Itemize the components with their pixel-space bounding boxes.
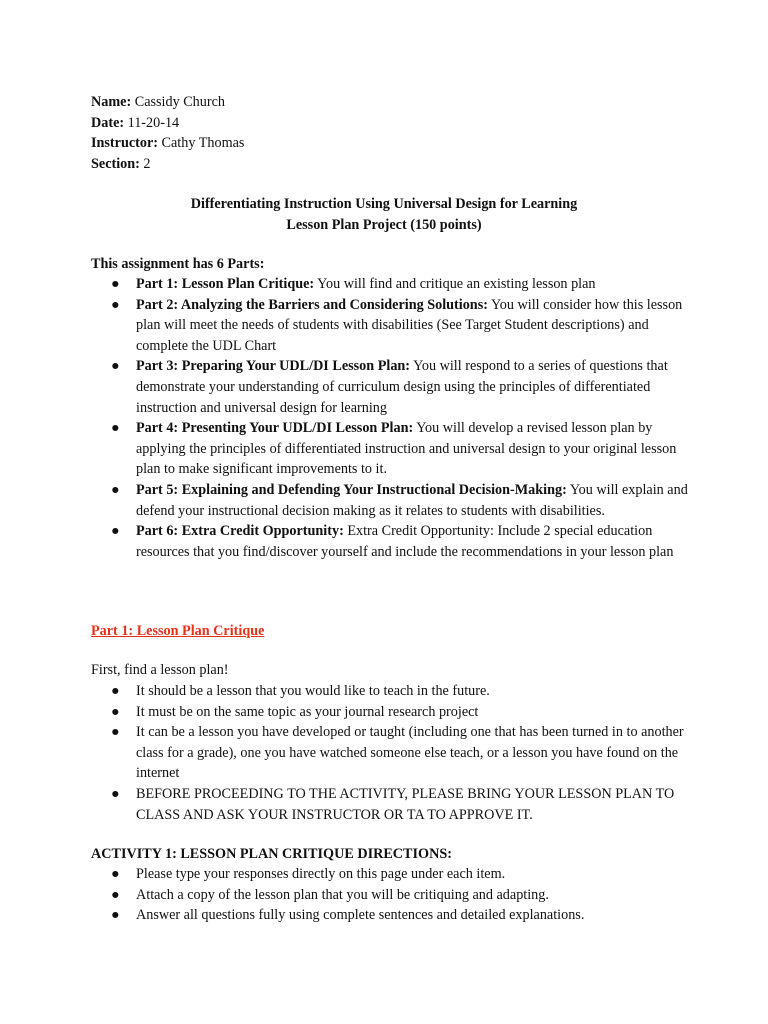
part1-intro: First, find a lesson plan! [91, 662, 229, 678]
bullet-icon: ● [111, 703, 120, 720]
part-text: You will develop a revised lesson plan by applying the principles of differentiated instruction and universal design to your original lesson plan to make significant improvements to it. [136, 420, 677, 478]
bullet-icon: ● [111, 907, 120, 924]
bullet-icon: ● [111, 724, 120, 741]
part-label: Part 1: Lesson Plan Critique: [136, 276, 315, 292]
list-item [91, 702, 691, 723]
part-text: You will consider how this lesson plan will meet the needs of students with disabilities (See Target Student descriptions) and complete the UDL Chart [136, 296, 683, 354]
parts-list [91, 274, 691, 562]
title-line-1: Differentiating Instruction Using Universal Design for Learning [190, 196, 578, 212]
list-item [91, 418, 691, 480]
activity-heading: ACTIVITY 1: LESSON PLAN CRITIQUE DIRECTIONS: [91, 846, 452, 862]
part-label: Part 6: Extra Credit Opportunity: [136, 523, 344, 540]
requirement-text: It must be on the same topic as your journal research project [136, 703, 479, 720]
list-item [91, 784, 691, 825]
list-item [91, 480, 691, 521]
part1-heading: Part 1: Lesson Plan Critique [91, 623, 265, 639]
list-item [91, 885, 691, 906]
name-value: Cassidy Church [134, 94, 225, 110]
list-item [91, 722, 691, 784]
list-item [91, 295, 691, 357]
student-info [91, 92, 244, 174]
instructor-line [91, 133, 244, 154]
part-label: Part 4: Presenting Your UDL/DI Lesson Plan: [136, 420, 414, 437]
bullet-icon: ● [111, 886, 120, 903]
part-text: Extra Credit Opportunity: Include 2 special education resources that you find/discover yourself and include the recommendations in your lesson plan [136, 523, 674, 560]
bullet-icon: ● [111, 420, 120, 437]
bullet-icon: ● [111, 866, 120, 882]
list-item [91, 274, 691, 295]
part-label: Part 3: Preparing Your UDL/DI Lesson Plan: [136, 358, 411, 375]
list-item [91, 864, 691, 885]
requirements-list [91, 681, 691, 825]
direction-text: Answer all questions fully using complete sentences and detailed explanations. [136, 907, 585, 924]
part-text: You will find and critique an existing lesson plan [317, 276, 596, 292]
list-item [91, 681, 691, 702]
date-label: Date: [91, 114, 125, 131]
instructor-label: Instructor: [91, 135, 158, 152]
section-line [91, 154, 244, 175]
directions-list [91, 864, 691, 926]
date-value: 11-20-14 [127, 114, 180, 131]
part-text: You will respond to a series of questions that demonstrate your understanding of curriculum design using the principles of differentiated instruction and universal design for learning [136, 358, 668, 416]
part-label: Part 5: Explaining and Defending Your Instructional Decision-Making: [136, 481, 567, 498]
list-item [91, 521, 691, 562]
section-label: Section: [91, 155, 140, 172]
date-line [91, 113, 244, 134]
direction-text: Please type your responses directly on this page under each item. [136, 866, 506, 882]
bullet-icon: ● [111, 785, 120, 802]
list-item [91, 905, 691, 926]
section-value: 2 [143, 155, 151, 172]
document-title [0, 194, 768, 236]
requirement-text: BEFORE PROCEEDING TO THE ACTIVITY, PLEASE BRING YOUR LESSON PLAN TO CLASS AND ASK YOUR INSTRUCTOR OR TA TO APPROVE IT. [136, 785, 675, 823]
assignment-intro: This assignment has 6 Parts: [91, 256, 265, 272]
part-label: Part 2: Analyzing the Barriers and Considering Solutions: [136, 296, 488, 313]
bullet-icon: ● [111, 276, 120, 292]
bullet-icon: ● [111, 296, 120, 313]
direction-text: Attach a copy of the lesson plan that you will be critiquing and adapting. [136, 886, 549, 903]
title-line-2: Lesson Plan Project (150 points) [286, 217, 482, 233]
name-line [91, 92, 244, 113]
instructor-value: Cathy Thomas [161, 135, 245, 152]
bullet-icon: ● [111, 481, 120, 498]
requirement-text: It can be a lesson you have developed or taught (including one that has been turned in to another class for a grade), one you have watched someone else teach, or a lesson you have found on the internet [136, 724, 684, 782]
bullet-icon: ● [111, 683, 120, 699]
bullet-icon: ● [111, 523, 120, 540]
name-label: Name: [91, 94, 132, 110]
bullet-icon: ● [111, 358, 120, 375]
list-item [91, 356, 691, 418]
requirement-text: It should be a lesson that you would like to teach in the future. [136, 683, 490, 699]
part-text: You will explain and defend your instructional decision making as it relates to students with disabilities. [136, 481, 688, 519]
